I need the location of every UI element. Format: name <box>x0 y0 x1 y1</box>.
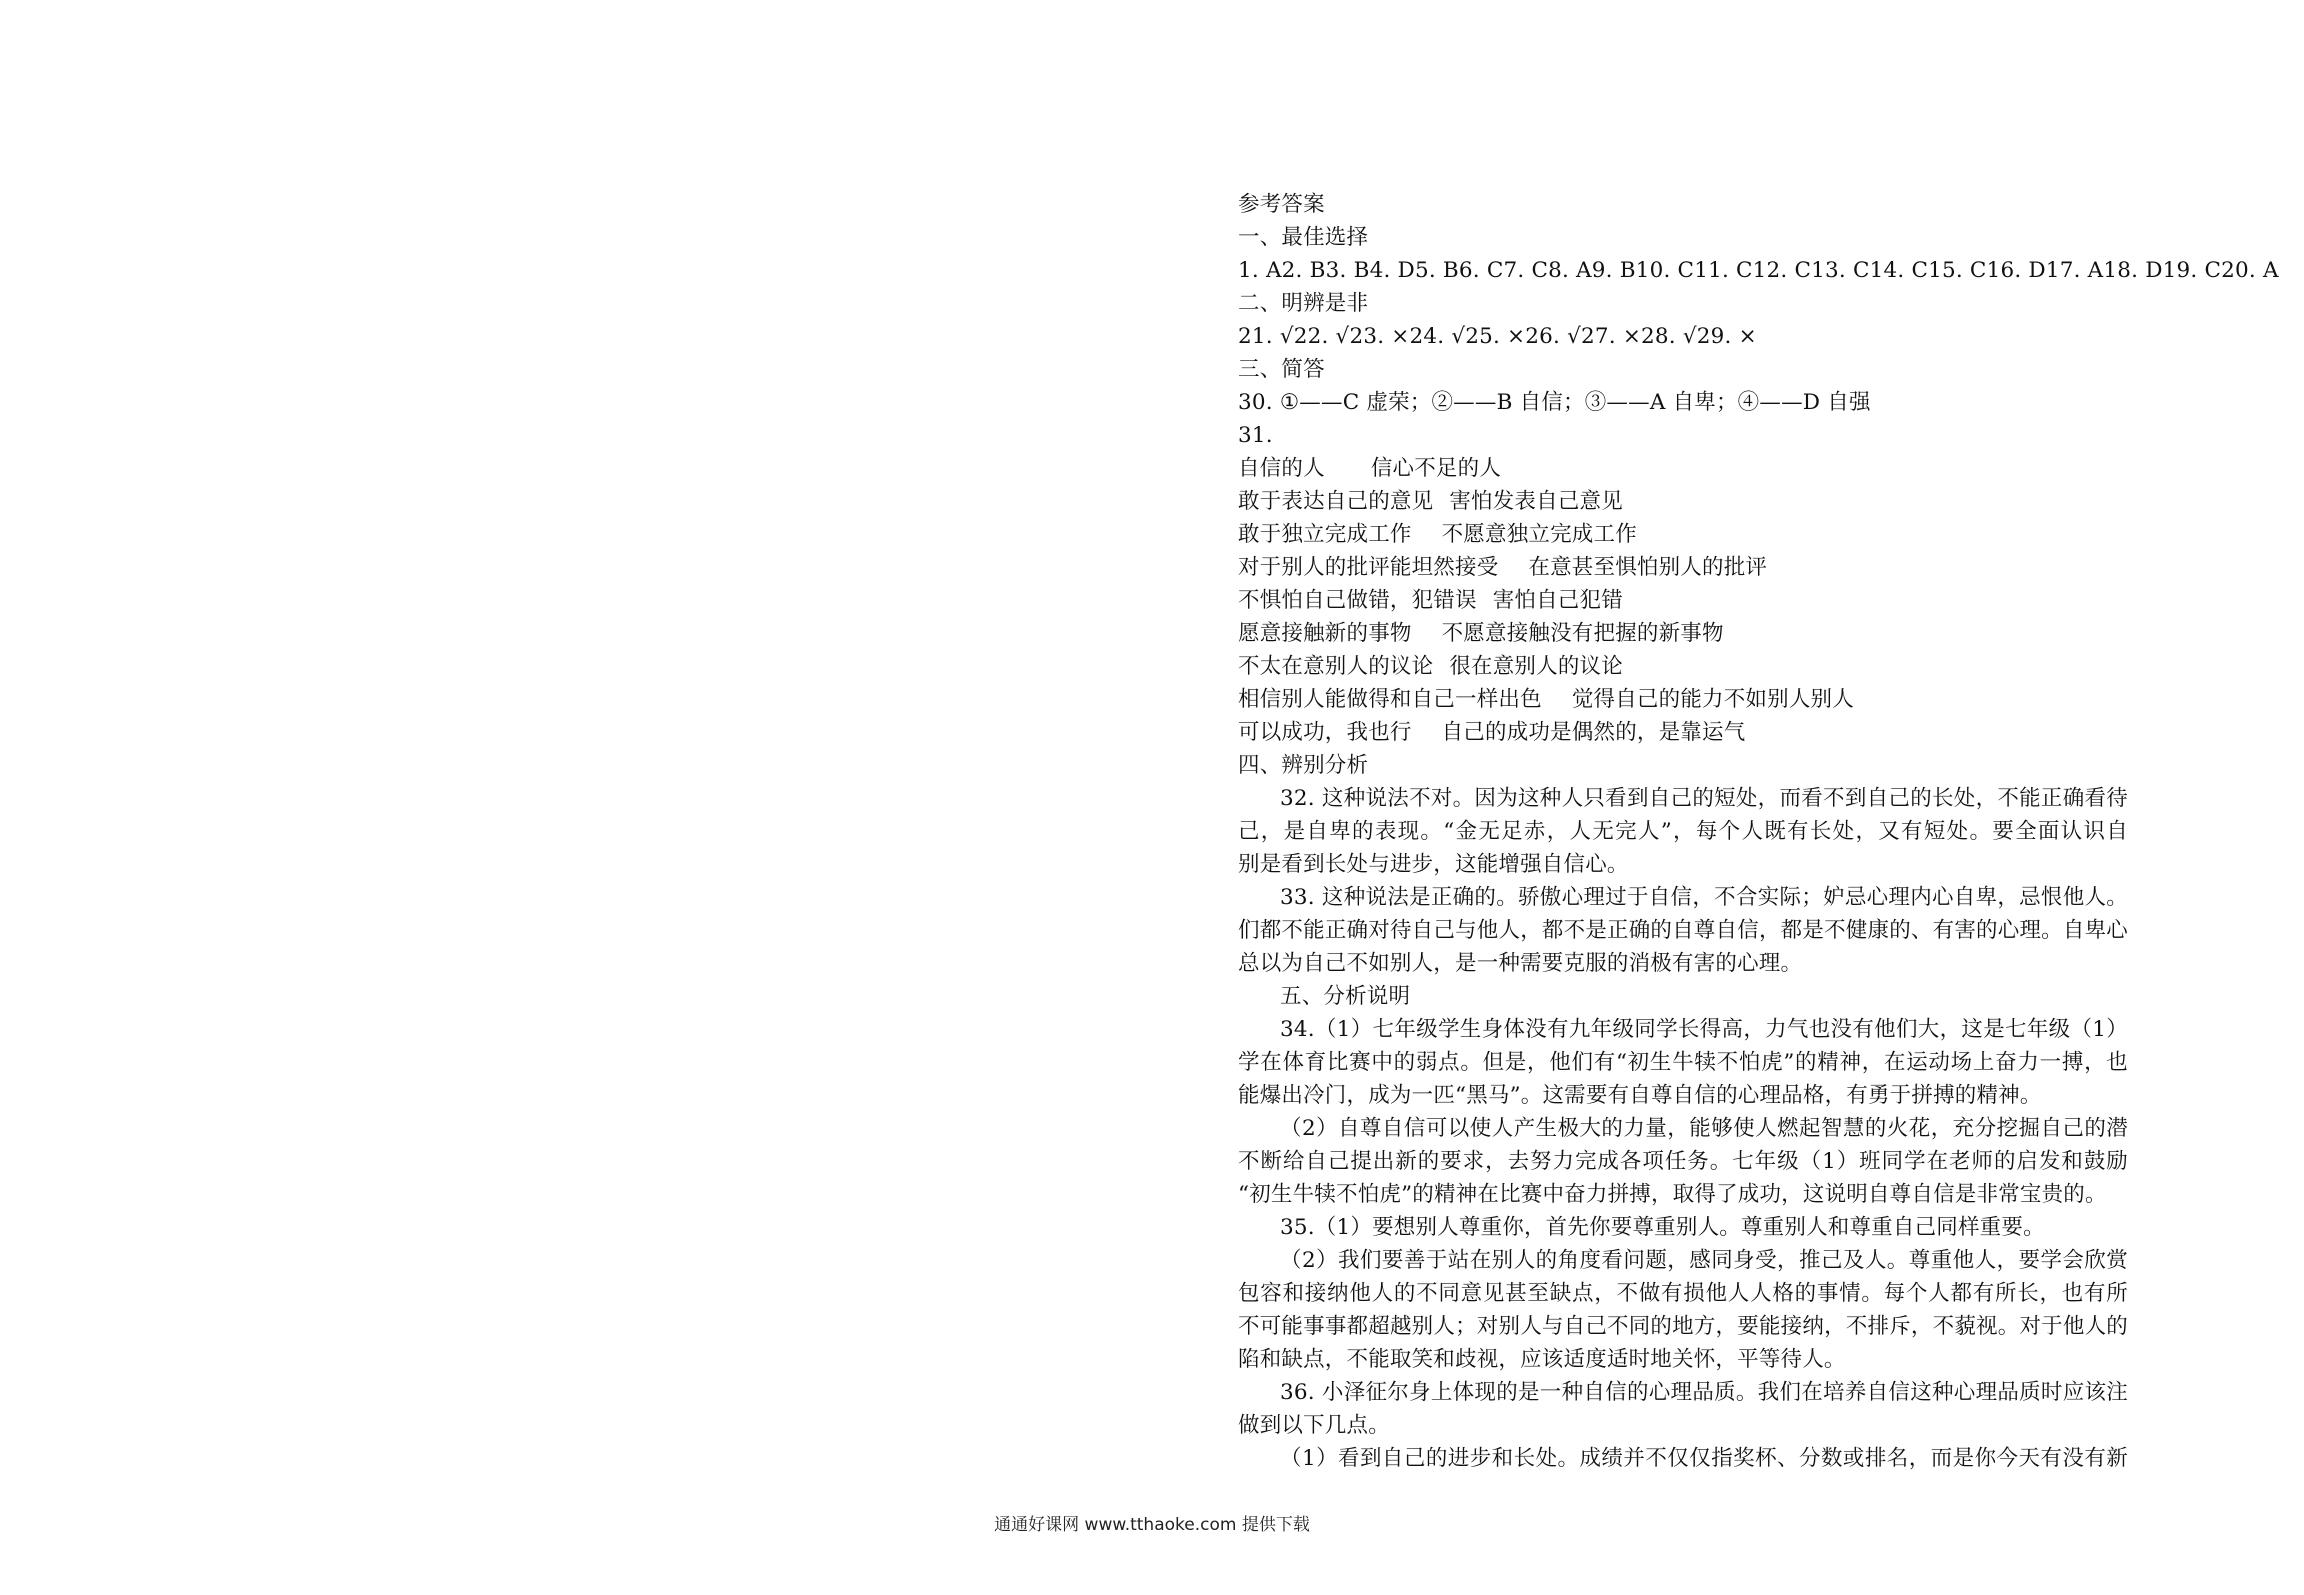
unconfident-trait: 害怕自己犯错 <box>1492 588 1623 613</box>
comparison-row <box>1238 551 2128 584</box>
paragraph-line: 们都不能正确对待自己与他人，都不是正确的自尊自信，都是不健康的、有害的心理。自卑心 <box>1238 918 2128 943</box>
unconfident-trait: 害怕发表自己意见 <box>1449 489 1623 514</box>
section-heading-2: 二、明辨是非 <box>1238 291 1369 316</box>
paragraph-line: 包容和接纳他人的不同意见甚至缺点，不做有损他人人格的事情。每个人都有所长，也有所 <box>1238 1281 2128 1306</box>
answer-36 <box>1238 1376 2128 1442</box>
paragraph-line: 能爆出冷门，成为一匹“黑马”。这需要有自尊自信的心理品格，有勇于拼搏的精神。 <box>1238 1083 2042 1108</box>
paragraph-line: （2）我们要善于站在别人的角度看问题，感同身受，推己及人。尊重他人，要学会欣赏 <box>1280 1248 2128 1273</box>
paragraph-line: 不可能事事都超越别人；对别人与自己不同的地方，要能接纳，不排斥，不藐视。对于他人的 <box>1238 1314 2128 1339</box>
confident-trait: 不太在意别人的议论 <box>1238 654 1434 679</box>
section-heading-5: 五、分析说明 <box>1280 984 1411 1009</box>
comparison-row <box>1238 518 2128 551</box>
comparison-row <box>1238 716 2128 749</box>
section-heading-4: 四、辨别分析 <box>1238 753 1369 778</box>
answer-31-label: 31. <box>1238 423 1273 448</box>
comparison-row <box>1238 485 2128 518</box>
unconfident-trait: 不愿意接触没有把握的新事物 <box>1441 621 1724 646</box>
multiple-choice-answers: 1. A2. B3. B4. D5. B6. C7. C8. A9. B10. C11. C12. C13. C14. C15. C16. D17. A18. D19. C20. A <box>1238 258 2279 283</box>
answer-35-part-1: 35.（1）要想别人尊重你，首先你要尊重别人。尊重别人和尊重自己同样重要。 <box>1280 1215 2045 1240</box>
paragraph-line: “初生牛犊不怕虎”的精神在比赛中奋力拼搏，取得了成功，这说明自尊自信是非常宝贵的。 <box>1238 1182 2107 1207</box>
paragraph-line: 36. 小泽征尔身上体现的是一种自信的心理品质。我们在培养自信这种心理品质时应该注 <box>1280 1380 2128 1405</box>
paragraph-line: 陷和缺点，不能取笑和歧视，应该适度适时地关怀，平等待人。 <box>1238 1347 1846 1372</box>
paragraph-line: 别是看到长处与进步，这能增强自信心。 <box>1238 852 1629 877</box>
answer-35-part-2 <box>1238 1244 2128 1376</box>
confident-trait: 愿意接触新的事物 <box>1238 621 1412 646</box>
footer-credit: 通通好课网 www.tthaoke.com 提供下载 <box>994 1515 1310 1535</box>
confident-trait: 对于别人的批评能坦然接受 <box>1238 555 1499 580</box>
confident-trait: 敢于表达自己的意见 <box>1238 489 1434 514</box>
paragraph-line: 己，是自卑的表现。“金无足赤，人无完人”，每个人既有长处，又有短处。要全面认识自 <box>1238 819 2128 844</box>
answer-36-point-1: （1）看到自己的进步和长处。成绩并不仅仅指奖杯、分数或排名，而是你今天有没有新 <box>1280 1446 2128 1471</box>
comparison-row <box>1238 650 2128 683</box>
comparison-row <box>1238 683 2128 716</box>
unconfident-trait: 信心不足的人 <box>1370 456 1502 481</box>
confident-trait: 自信的人 <box>1238 456 1325 481</box>
paragraph-line: 32. 这种说法不对。因为这种人只看到自己的短处，而看不到自己的长处，不能正确看待 <box>1280 786 2128 811</box>
paragraph-line: 做到以下几点。 <box>1238 1413 1390 1438</box>
doc-title: 参考答案 <box>1238 192 1325 217</box>
answer-34-part-1 <box>1238 1013 2128 1112</box>
paragraph-line: 34.（1）七年级学生身体没有九年级同学长得高，力气也没有他们大，这是七年级（1） <box>1280 1017 2128 1042</box>
confident-trait: 可以成功，我也行 <box>1238 720 1412 745</box>
paragraph-line: 不断给自己提出新的要求，去努力完成各项任务。七年级（1）班同学在老师的启发和鼓励 <box>1238 1149 2128 1174</box>
unconfident-trait: 自己的成功是偶然的，是靠运气 <box>1441 720 1746 745</box>
confident-trait: 敢于独立完成工作 <box>1238 522 1412 547</box>
paragraph-line: （2）自尊自信可以使人产生极大的力量，能够使人燃起智慧的火花，充分挖掘自己的潜 <box>1280 1116 2128 1141</box>
comparison-row <box>1238 452 2128 485</box>
answer-30: 30. ①——C 虚荣；②——B 自信；③——A 自卑；④——D 自强 <box>1238 390 1871 415</box>
unconfident-trait: 觉得自己的能力不如别人别人 <box>1571 687 1854 712</box>
section-heading-3: 三、简答 <box>1238 357 1325 382</box>
unconfident-trait: 在意甚至惧怕别人的批评 <box>1528 555 1768 580</box>
answer-key <box>1238 188 2279 1475</box>
paragraph-line: 学在体育比赛中的弱点。但是，他们有“初生牛犊不怕虎”的精神，在运动场上奋力一搏，也 <box>1238 1050 2128 1075</box>
answer-33 <box>1238 881 2128 980</box>
paragraph-line: 总以为自己不如别人，是一种需要克服的消极有害的心理。 <box>1238 951 1803 976</box>
comparison-row <box>1238 584 2128 617</box>
unconfident-trait: 不愿意独立完成工作 <box>1441 522 1637 547</box>
true-false-answers: 21. √22. √23. ×24. √25. ×26. √27. ×28. √29. × <box>1238 324 1757 349</box>
unconfident-trait: 很在意别人的议论 <box>1449 654 1623 679</box>
comparison-list <box>1238 452 2128 749</box>
paragraph-line: 33. 这种说法是正确的。骄傲心理过于自信，不合实际；妒忌心理内心自卑，忌恨他人。 <box>1280 885 2128 910</box>
confident-trait: 相信别人能做得和自己一样出色 <box>1238 687 1542 712</box>
answer-32 <box>1238 782 2128 881</box>
comparison-row <box>1238 617 2128 650</box>
confident-trait: 不惧怕自己做错，犯错误 <box>1238 588 1477 613</box>
answer-34-part-2 <box>1238 1112 2128 1211</box>
section-heading-1: 一、最佳选择 <box>1238 225 1369 250</box>
